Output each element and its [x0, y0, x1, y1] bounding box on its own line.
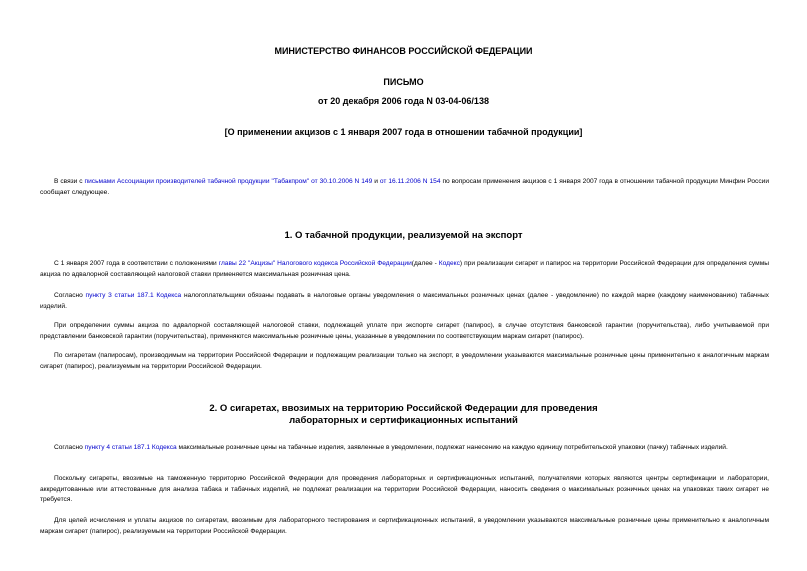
document-subject: [О применении акцизов с 1 января 2007 года в отношении табачной продукции] [224, 127, 583, 137]
section-1-paragraph-4: По сигаретам (папиросам), производимым на территории Российской Федерации и подлежащим реализации только на экспорт, в уведомлении указываются максимальные розничные цены применительно к аналогичным маркам сигарет (папирос), реализуемым на территории Российской Федерации. [40, 352, 769, 370]
s1p2-text-1: Согласно [54, 292, 86, 299]
s1p1-text-2: (далее - [411, 260, 439, 267]
s2p1-text-1: Согласно [54, 444, 85, 451]
s2p1-text-2: максимальные розничные цены на табачные изделия, заявленные в уведомлении, подлежат нанесению на каждую единицу потребительской упаковки (пачку) табачных изделий. [176, 444, 728, 451]
intro-text-3: по вопросам применения акцизов с 1 января 2007 года в отношении табачной продукции Минфин России сообщает следующее. [40, 178, 770, 196]
s1p1-link-code[interactable]: Кодекс [438, 260, 460, 267]
intro-paragraph [40, 177, 769, 198]
s2p1-link-article-187-1-p4[interactable]: пункту 4 статьи 187.1 Кодекса [84, 444, 177, 451]
section-1-title: 1. О табачной продукции, реализуемой на экспорт [284, 230, 523, 241]
section-2-paragraph-3: Для целей исчисления и уплаты акцизов по сигаретам, ввозимым для лабораторного тестирования и сертификационных испытаний, в уведомлении указываются максимальные розничные цены применительно к аналогичным маркам сигарет (папирос), реализуемым на территории Российской Федерации. [40, 517, 769, 535]
intro-text-1: В связи с [54, 178, 85, 185]
intro-text-2: и [372, 178, 380, 185]
section-2-paragraph-2: Поскольку сигареты, ввозимые на таможенную территорию Российской Федерации для проведения лабораторных и сертификационных испытаний, получателями которых являются центры сертификации и лаборатории, аккредитованные или аттестованные для анализа табака и табачных изделий, не подлежат реализации на территории Российской Федерации, наносить сведения о максимальных розничных ценах на упаковках таких сигарет не требуется. [40, 475, 769, 503]
section-2-title [0, 403, 807, 427]
section-1-paragraph-1 [40, 259, 769, 280]
section-1-paragraph-2 [40, 291, 769, 312]
section-2-title-line-2: лабораторных и сертификационных испытаний [289, 415, 518, 426]
s1p1-text-3: ) при реализации сигарет и папирос на территории Российской Федерации для определения суммы акциза по адвалорной составляющей налоговой ставки применяется максимальная розничная цена. [40, 260, 769, 278]
document-type: ПИСЬМО [383, 77, 424, 87]
intro-link-letter-154[interactable]: от 16.11.2006 N 154 [379, 178, 441, 185]
s1p2-text-2: налогоплательщики обязаны подавать в налоговые органы уведомления о максимальных розничных ценах (далее - уведомление) по каждой марке (каждому наименованию) табачных изделий. [40, 292, 769, 310]
ministry-heading: МИНИСТЕРСТВО ФИНАНСОВ РОССИЙСКОЙ ФЕДЕРАЦИИ [274, 46, 533, 56]
s1p2-link-article-187-1-p3[interactable]: пункту 3 статьи 187.1 Кодекса [85, 292, 182, 299]
document-date-number: от 20 декабря 2006 года N 03-04-06/138 [318, 96, 489, 106]
section-2-title-line-1: 2. О сигаретах, ввозимых на территорию Российской Федерации для проведения [209, 403, 598, 414]
section-2-paragraph-1 [40, 443, 769, 454]
s1p1-link-chapter-22[interactable]: главы 22 "Акцизы" Налогового кодекса Российской Федерации [218, 260, 412, 267]
section-1-paragraph-3: При определении суммы акциза по адвалорной составляющей налоговой ставки, подлежащей уплате при экспорте сигарет (папирос), в случае отсутствия банковской гарантии (поручительства), либо учитываемой при представлении банковской гарантии (поручительства), применяются максимальные розничные цены, указанные в уведомлении по соответствующим маркам сигарет (папирос). [40, 322, 769, 340]
intro-link-letter-149[interactable]: письмами Ассоциации производителей табачной продукции "Табакпром" от 30.10.2006 N 149 [84, 178, 373, 185]
s1p1-text-1: С 1 января 2007 года в соответствии с положениями [54, 260, 219, 267]
